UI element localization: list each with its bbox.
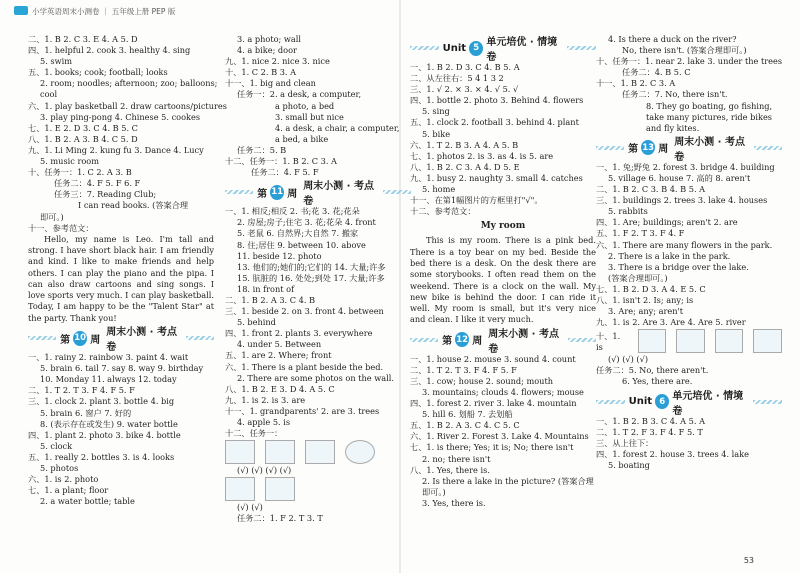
answer-line: 5. photos: [40, 463, 79, 473]
answer-line: 二、1. T 2. T 3. F 4. F 5. F: [28, 385, 135, 396]
picture-tv: [225, 440, 255, 464]
answer-line: 5. behind: [237, 317, 276, 328]
answer-line: 任务二：4. F 5. F 6. F: [54, 178, 141, 189]
answer-line: 即可。): [422, 486, 446, 497]
week-badge: 10: [73, 331, 87, 346]
answer-line: 十、任务一：1. near 2. lake 3. under the trees: [596, 56, 783, 67]
answer-line: 三、1. cow; house 2. sound; mouth: [410, 375, 554, 386]
answer-line: 11. beside 12. photo: [237, 250, 322, 261]
answer-line: 五、1. really 2. bottles 3. is 4. looks: [28, 451, 175, 462]
column-2: [225, 34, 411, 524]
answer-line: 三、1. clock 2. plant 3. bottle 4. big: [28, 396, 175, 407]
answer-line: 5. boating: [608, 459, 650, 470]
answer-line: No, there isn't. (答案合理即可。): [622, 45, 747, 56]
answer-line: 5. music room: [40, 156, 99, 167]
decor-stripe: [410, 46, 439, 50]
answer-line: 任务二：5. No, there aren't.: [596, 365, 709, 376]
answer-line: 六、1. There is a plant beside the bed.: [225, 361, 384, 372]
answer-line: 任务二：4. B 5. C: [622, 67, 691, 78]
answer-line: 九、1. nice 2. nice 3. nice: [225, 56, 330, 67]
section-title: 周末小测 · 考点卷: [106, 327, 177, 354]
answer-line: (答案合理即可。): [608, 272, 668, 283]
picture-row: [225, 439, 411, 465]
picture-clock: [345, 440, 375, 464]
checkmark-row: (√) (√): [237, 502, 263, 513]
answer-line: 即可。): [40, 211, 64, 222]
brand-logo: [14, 6, 28, 15]
answer-line: 5. home: [422, 184, 456, 195]
week-suffix: 周: [90, 334, 101, 346]
answer-line: 任务二：7. No, there isn't.: [622, 89, 728, 100]
picture-houses: [753, 329, 782, 353]
answer-line: 任务二：4. F 5. F: [251, 167, 319, 178]
answer-line: 8. They go boating, go fishing,: [646, 100, 773, 111]
section-heading-unit-6: [596, 390, 782, 417]
answer-line: 3. There is a bridge over the lake.: [608, 261, 749, 272]
answer-line: 十一、1. B 2. C 3. A: [596, 78, 676, 89]
answer-line: 2. no; there isn't: [422, 453, 491, 464]
answer-line: 二、1. T 2. F 3. F 4. F 5. T: [596, 426, 703, 437]
answer-line: 3. play ping-pong 4. Chinese 5. cookes: [40, 111, 201, 122]
essay-title: My room: [480, 221, 526, 232]
picture-bike: [225, 477, 255, 501]
answer-line: 六、1. play basketball 2. draw cartoons/pictures: [28, 100, 227, 111]
answer-line: take many pictures, ride bikes: [646, 111, 772, 122]
answer-line: 八、1. B 2. A 3. B 4. C 5. D: [28, 133, 138, 144]
answer-line: 六、1. River 2. Forest 3. Lake 4. Mountains: [410, 431, 589, 442]
unit-label: Unit: [442, 42, 467, 54]
answer-line: 五、1. are 2. Where; front: [225, 350, 332, 361]
answer-line: 3. Are; any; aren't: [608, 306, 684, 317]
section-title: 单元培优 · 情境卷: [672, 390, 744, 417]
answer-line: 八、1. isn't 2. Is; any; is: [596, 294, 694, 305]
answer-line: 七、1. photos 2. is 3. as 4. is 5. are: [410, 150, 554, 161]
answer-line: 七、1. is there; Yes; it is; No; there isn't: [410, 442, 574, 453]
answer-line: 2. There are some photos on the wall.: [237, 372, 394, 383]
answer-line: 5. rabbits: [608, 206, 648, 217]
answer-line: 3. Yes, there is.: [422, 497, 486, 508]
answer-line: 4. under 5. Between: [237, 339, 322, 350]
answer-line: 五、1. books; cook; football; looks: [28, 67, 168, 78]
picture-row: [596, 328, 782, 354]
decor-stripe: [567, 46, 596, 50]
decor-stripe: [754, 146, 782, 150]
decor-stripe: [596, 146, 624, 150]
section-title: 单元培优 · 情境卷: [486, 37, 558, 63]
checkmark-row: (√) (√) (√): [608, 354, 649, 365]
decor-stripe: [753, 400, 782, 404]
decor-stripe: [568, 338, 596, 342]
week-badge: 13: [641, 140, 655, 155]
answer-line: 任务一：2. a desk, a computer,: [237, 89, 362, 100]
answer-line: 5. clock: [40, 440, 73, 451]
week-label: 第: [628, 144, 639, 156]
week-label: 第: [60, 334, 71, 346]
answer-line: 18. in front of: [237, 283, 295, 294]
answer-line: 八、1. B 2. C 3. A 4. D 5. E: [410, 161, 520, 172]
answer-line: 五、1. clock 2. football 3. behind 4. plant: [410, 117, 579, 128]
week-badge: 11: [270, 185, 284, 200]
week-suffix: 周: [287, 188, 298, 200]
answer-line: 七、1. B 2. D 3. A 4. E 5. C: [596, 283, 706, 294]
week-badge: 12: [455, 332, 469, 347]
answer-line: 5. bike: [422, 128, 451, 139]
answer-line: 二、1. T 2. T 3. F 4. F 5. F: [410, 364, 517, 375]
answer-line: 十二、任务一：: [225, 428, 283, 439]
section-heading-unit-5: [410, 37, 596, 63]
picture-buildings: [638, 329, 667, 353]
picture-trees: [676, 329, 705, 353]
decor-stripe: [28, 336, 56, 340]
decor-stripe: [410, 338, 438, 342]
page-number: 53: [743, 556, 754, 565]
section-title: 周末小测 · 考点卷: [303, 181, 374, 208]
answer-line: 十、1. C 2. B 3. A: [225, 67, 297, 78]
answer-line: 5. brain 6. tail 7. say 8. way 9. birthday: [40, 363, 204, 374]
answer-line: 6. Yes, there are.: [622, 376, 693, 387]
answer-line: 四、1. front 2. plants 3. everywhere: [225, 328, 373, 339]
answer-line: 8. 住;居住 9. between 10. above: [237, 239, 366, 250]
answer-line: a photo, a bed: [275, 100, 335, 111]
answer-line: 六、1. T 2. B 3. A 4. A 5. B: [410, 139, 519, 150]
answer-line: 十、任务一：1. C 2. A 3. B: [28, 167, 132, 178]
section-heading-week-12: [410, 328, 596, 355]
section-title: 周末小测 · 考点卷: [674, 136, 745, 163]
answer-line: 5. 老鼠 6. 自然界;大自然 7. 搬家: [237, 228, 359, 239]
answer-line: 十一、1. big and clean: [225, 78, 316, 89]
answer-line: 十二、任务一：1. B 2. C 3. A: [225, 156, 337, 167]
answer-line: 十一、在第1幅图片的方框里打"√"。: [410, 195, 543, 206]
answer-line: 5. village 6. house 7. 高的 8. aren't: [608, 172, 751, 183]
section-heading-week-13: [596, 136, 782, 163]
answer-line: 4. Is there a duck on the river?: [608, 34, 737, 44]
column-3: [410, 34, 596, 509]
week-label: 第: [442, 336, 453, 348]
answer-line: 二、1. B 2. C 3. B 4. B 5. A: [596, 184, 706, 195]
answer-line: 九、1. busy 2. naughty 3. small 4. catches: [410, 172, 583, 183]
answer-line: 3. small but nice: [275, 111, 344, 122]
answer-line: 四、1. forest 2. house 3. trees 4. lake: [596, 448, 749, 459]
answer-line: 二、1. B 2. C 3. E 4. A 5. D: [28, 34, 138, 44]
answer-line: 4. a bike; door: [237, 45, 297, 56]
answer-line: 任务三：7. Reading Club;: [54, 189, 157, 200]
answer-line: 2. There is a lake in the park.: [608, 250, 731, 261]
answer-line: 四、1. bottle 2. photo 3. Behind 4. flowers: [410, 95, 584, 106]
answer-line: 4. apple 5. is: [237, 417, 291, 427]
sample-essay: This is my room. There is a pink bed. There is a toy bear on my bed. Beside the bed there is a desk. On the desk there are some storybooks. I often read them on the weekend. There is a clock on the wall. My new bike is behind the door. I can ride it well. My room is small, but it's very nice and clean. I like it very much.: [410, 235, 596, 325]
answer-line: 二、1. B 2. A 3. C 4. B: [225, 294, 316, 305]
picture-plants: [265, 477, 295, 501]
picture-people: [715, 329, 744, 353]
answer-line: 二、从左往右：5 4 1 3 2: [410, 73, 504, 84]
answer-line: 九、1. Li Ming 2. kung fu 3. Dance 4. Lucy: [28, 144, 204, 155]
column-1: [28, 34, 227, 507]
answer-line: 8. (表示存在或发生) 9. water bottle: [40, 418, 178, 429]
answer-line: 15. 肮脏的 16. 处处;到处 17. 大量;许多: [237, 272, 385, 283]
answer-line: 5. sing: [422, 106, 450, 117]
answer-line: 5. swim: [40, 56, 73, 67]
answer-line: 四、1. helpful 2. cook 3. healthy 4. sing: [28, 45, 191, 56]
unit-label: Unit: [628, 396, 653, 408]
answer-line: 三、1. buildings 2. trees 3. lake 4. houses: [596, 195, 768, 206]
answer-line: 三、从上往下：: [596, 437, 654, 448]
answer-line: I can read books. (答案合理: [78, 200, 189, 211]
decor-stripe: [596, 400, 625, 404]
answer-line: 一、1. B 2. D 3. C 4. B 5. A: [410, 62, 520, 72]
answer-line: cool: [40, 89, 58, 100]
picture-plant: [305, 440, 335, 464]
header-text: 小学英语周末小测卷 ｜ 五年级上册 PEP 版: [32, 7, 176, 16]
answer-line: 一、1. rainy 2. rainbow 3. paint 4. wait: [28, 352, 189, 363]
answer-line: 三、1. beside 2. on 3. front 4. between: [225, 306, 384, 317]
decor-stripe: [225, 190, 253, 194]
answer-line: 2. a water bottle; table: [40, 496, 135, 507]
section-heading-week-11: [225, 181, 411, 208]
sample-essay: Hello, my name is Leo. I'm tall and strong. I have short black hair. I am friendly and kind. I like to make friends and help others. I can play the piano and the pipa. I can also draw cartoons and sing songs. I love sports very much. I can play basketball. Today, I am happy to be the "Talent Star" at the party. Thank you!: [28, 233, 214, 323]
answer-line: 七、1. E 2. D 3. C 4. B 5. C: [28, 122, 138, 133]
answer-line: 四、1. forest 2. river 3. lake 4. mountain: [410, 398, 577, 409]
answer-line: 2. 房屋;房子;住宅 3. 花;花朵 4. front: [237, 217, 376, 228]
week-suffix: 周: [658, 144, 669, 156]
answer-line: and fly kites.: [646, 122, 700, 133]
answer-line: 三、1. √ 2. × 3. × 4. √ 5. √: [410, 84, 519, 95]
answer-line: 一、1. B 2. B 3. C 4. A 5. A: [596, 415, 705, 426]
picture-row: [225, 476, 411, 502]
answer-line: 九、1. is 2. is 3. are: [225, 394, 306, 405]
answer-line: 四、1. plant 2. photo 3. bike 4. bottle: [28, 429, 181, 440]
answer-line: 一、1. 相反;相反 2. 书;花 3. 花;花朵: [225, 206, 360, 217]
answer-line: 一、1. house 2. mouse 3. sound 4. count: [410, 353, 576, 364]
answer-line: 任务二：5. B: [237, 144, 287, 155]
answer-line: 八、1. B 2. E 3. D 4. A 5. C: [225, 383, 335, 394]
answer-line: 七、1. a plant; floor: [28, 485, 109, 496]
answer-line: 十一、1. grandparents' 2. are 3. trees: [225, 405, 380, 416]
answer-line: 3. mountains; clouds 4. flowers; mouse: [422, 386, 584, 397]
checkmark-row: (√) (√) (√) (√): [237, 465, 292, 476]
week-suffix: 周: [472, 336, 483, 348]
answer-line: 2. room; noodles; afternoon; zoo; balloons;: [40, 78, 218, 89]
answer-line: 六、1. is 2. photo: [28, 474, 99, 485]
answer-line: 十一、参考范文：: [28, 222, 94, 233]
answer-line: 5. brain 6. 窗户 7. 好的: [40, 407, 132, 418]
decor-stripe: [383, 190, 411, 194]
picture-photos: [265, 440, 295, 464]
answer-line: 十、1. is: [596, 330, 621, 352]
unit-badge: 6: [655, 394, 669, 409]
section-heading-week-10: [28, 327, 214, 354]
column-4: [596, 34, 782, 471]
answer-line: 四、1. Are; buildings; aren't 2. are: [596, 217, 738, 228]
answer-line: 任务二：1. F 2. T 3. T: [237, 513, 323, 524]
answer-line: 10. Monday 11. always 12. today: [40, 374, 177, 385]
answer-line: 九、1. is 2. Are 3. Are 4. Are 5. river: [596, 317, 746, 328]
answer-line: 13. 他们的;她们的;它们的 14. 大量;许多: [237, 261, 386, 272]
answer-line: 十二、参考范文：: [410, 206, 476, 217]
answer-line: 3. a photo; wall: [237, 34, 302, 44]
answer-line: 五、1. B 2. A 3. C 4. C 5. C: [410, 420, 520, 431]
answer-line: 2. Is there a lake in the picture? (答案合理: [422, 475, 594, 486]
answer-line: 4. a desk, a chair, a computer,: [275, 122, 400, 133]
answer-line: 一、1. 兔;野兔 2. forest 3. bridge 4. building: [596, 161, 775, 172]
answer-line: 五、1. F 2. T 3. F 4. F: [596, 228, 685, 239]
decor-stripe: [186, 336, 214, 340]
section-title: 周末小测 · 考点卷: [488, 328, 559, 355]
answer-line: 八、1. Yes, there is.: [410, 464, 490, 475]
answer-line: 5. hill 6. 划船 7. 去划船: [422, 409, 513, 420]
unit-badge: 5: [469, 41, 483, 56]
answer-line: 六、1. There are many flowers in the park.: [596, 239, 773, 250]
week-label: 第: [257, 188, 268, 200]
answer-line: a bed, a bike: [275, 133, 329, 144]
